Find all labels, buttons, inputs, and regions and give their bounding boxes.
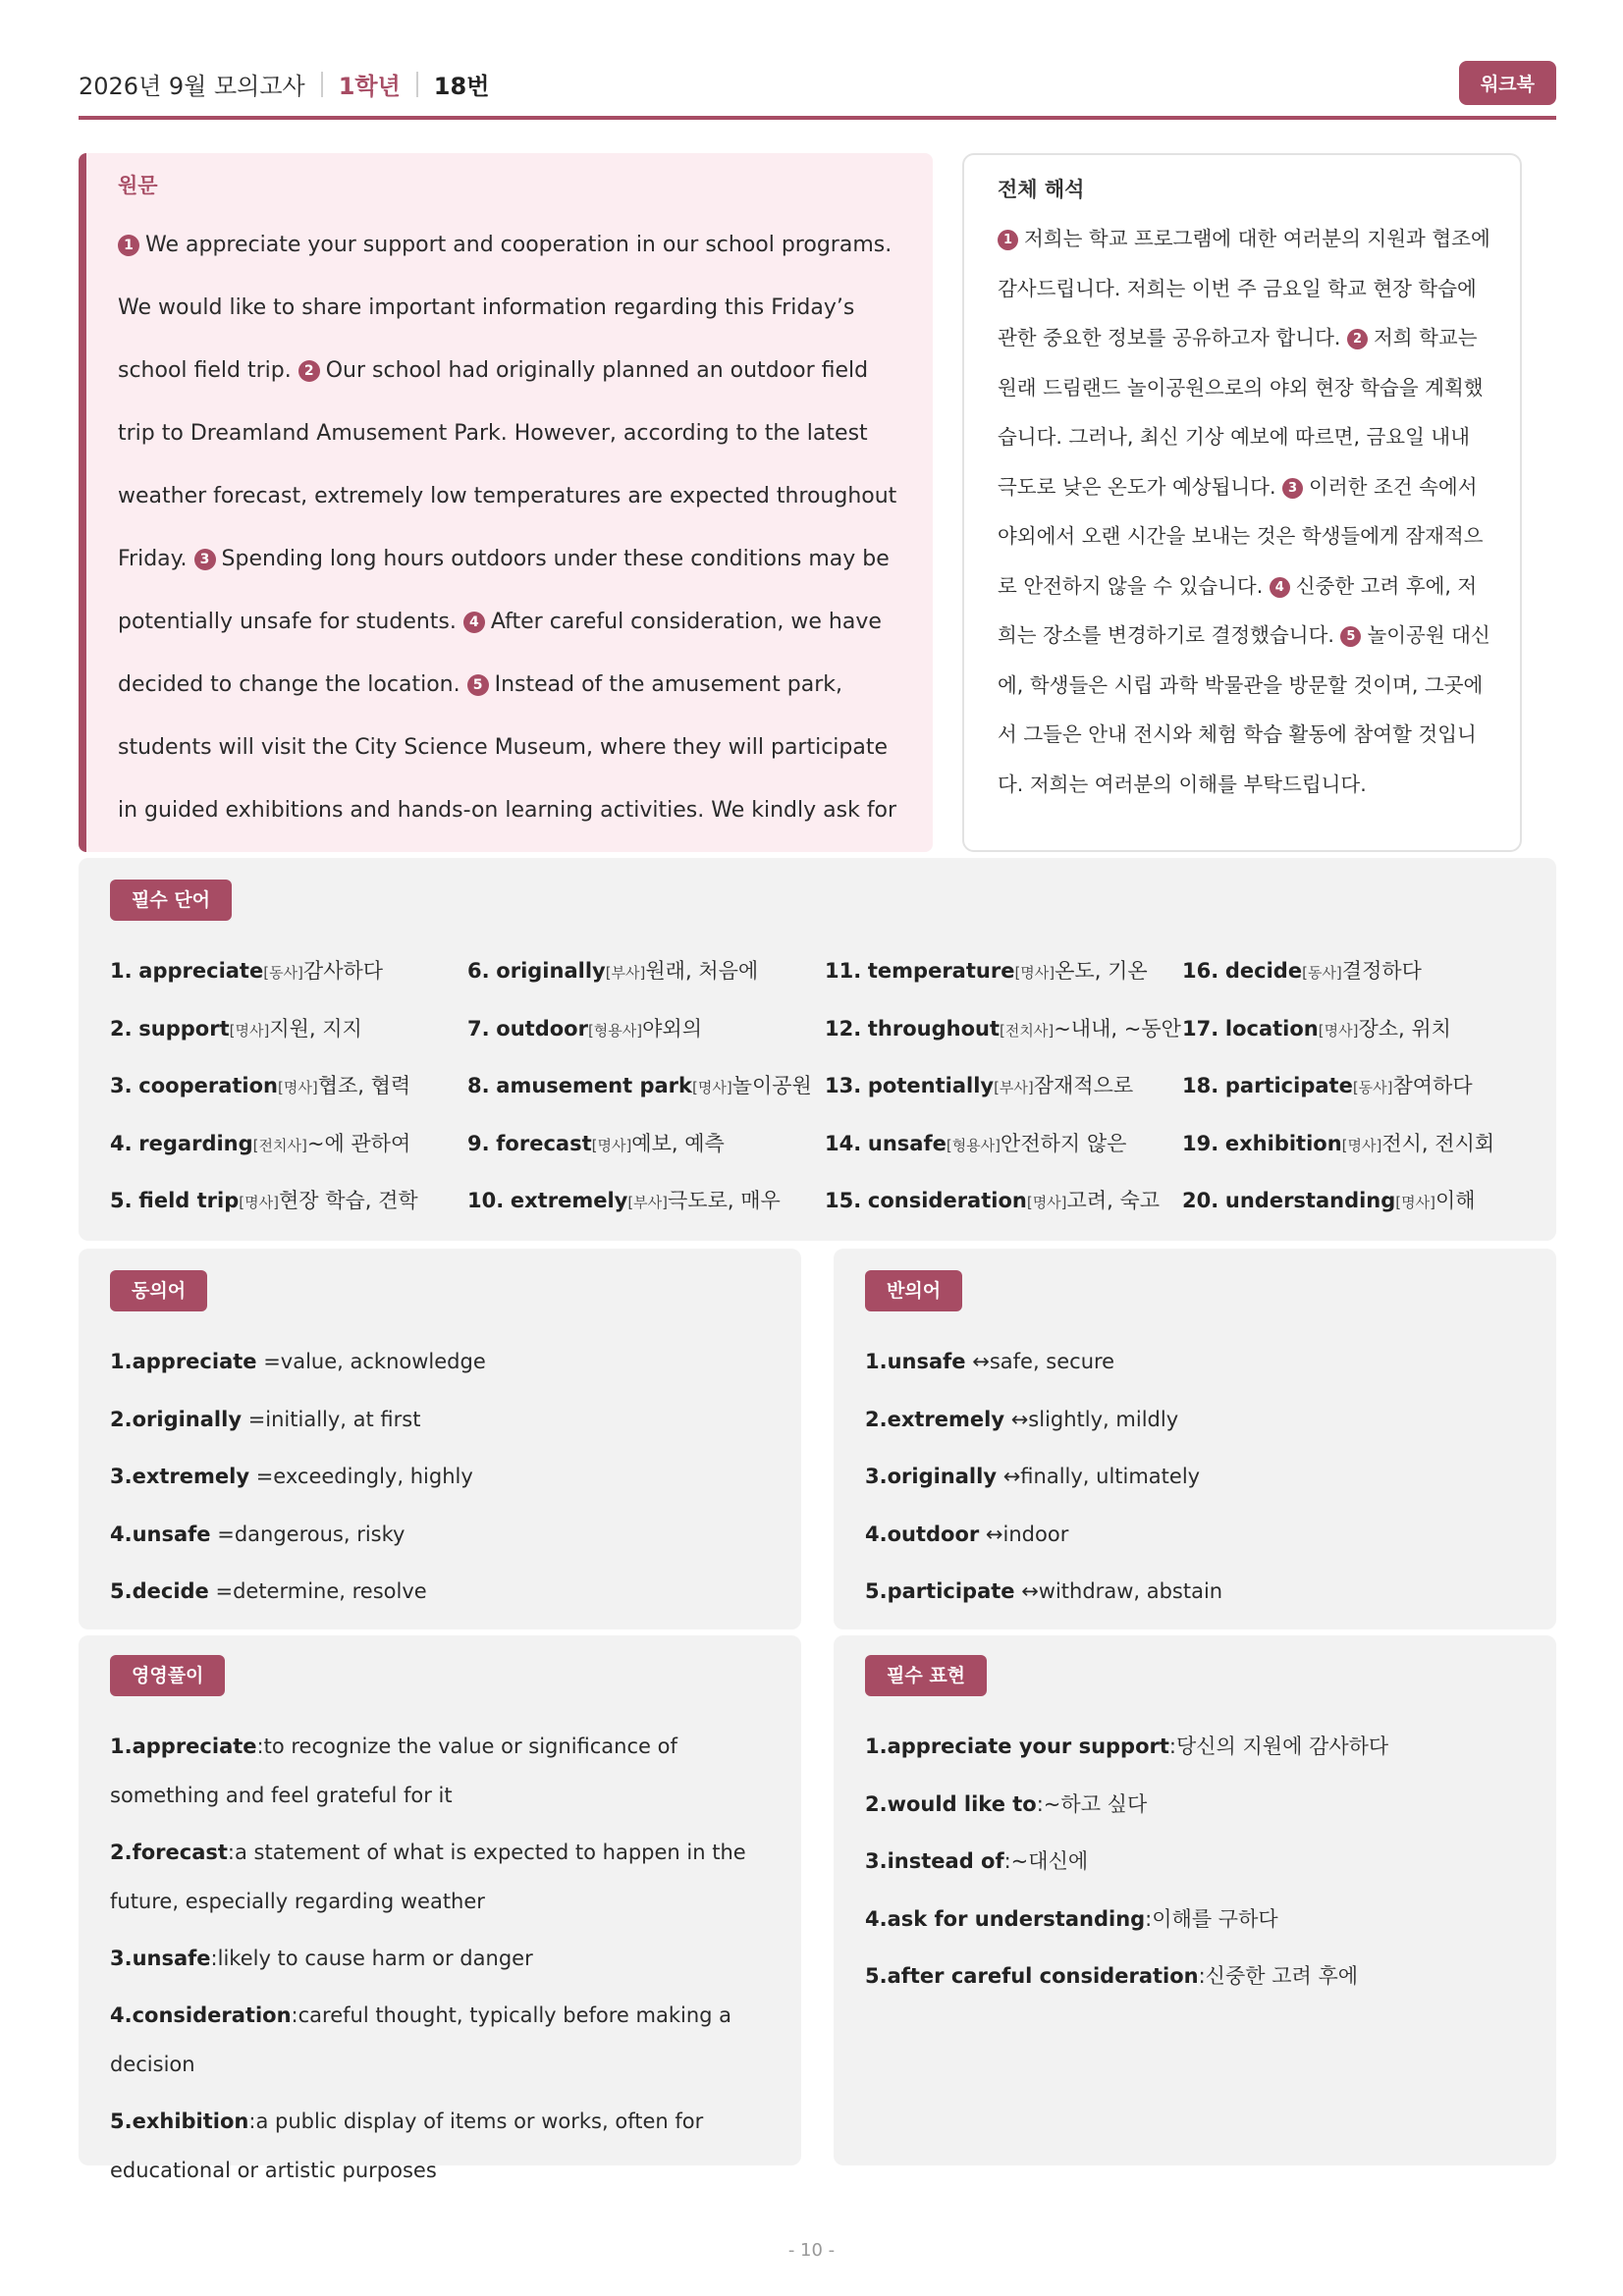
- vocab-pos: [동사]: [1302, 964, 1342, 982]
- sentence-marker-1: 1: [998, 230, 1018, 250]
- vocab-meaning: 결정하다: [1341, 959, 1422, 983]
- definition: =exceedingly, highly: [249, 1465, 473, 1488]
- vocab-title-badge: 필수 단어: [110, 880, 232, 921]
- list-item: [110, 1576, 778, 1634]
- vocab-item: [1182, 1186, 1540, 1244]
- vocab-word: exhibition: [1224, 1131, 1342, 1155]
- vocab-number: 3.: [110, 1074, 133, 1097]
- english-definitions-title-badge: 영영풀이: [110, 1655, 225, 1696]
- list-item: [865, 1846, 1533, 1904]
- vocab-word: outdoor: [496, 1016, 588, 1041]
- vocab-word: consideration: [867, 1189, 1027, 1212]
- sentence-marker-2: 2: [298, 360, 320, 382]
- vocab-pos: [명사]: [229, 1021, 270, 1040]
- original-sentence-4: After careful consideration, we have decided to change the location.: [118, 610, 882, 697]
- workbook-badge[interactable]: 워크북: [1459, 61, 1556, 105]
- definition: ↔slightly, mildly: [1004, 1407, 1179, 1431]
- vocab-pos: [명사]: [691, 1079, 732, 1096]
- vocab-item: [825, 1014, 1182, 1072]
- sentence-marker-4: 4: [1270, 577, 1290, 598]
- vocab-item: [467, 956, 825, 1014]
- list-item: [865, 1576, 1533, 1634]
- definition: =value, acknowledge: [256, 1350, 486, 1373]
- list-item: [865, 1732, 1533, 1789]
- original-sentence-1: We appreciate your support and cooperation in our school programs. We would like to share important information regarding this Friday’s school field trip.: [118, 233, 893, 383]
- list-item: [865, 1405, 1533, 1463]
- vocab-word: unsafe: [867, 1131, 947, 1155]
- translation-sentence-4: 신중한 고려 후에, 저희는 장소를 변경하기로 결정했습니다.: [998, 573, 1478, 647]
- list-item: [865, 1961, 1533, 2019]
- vocab-pos: [부사]: [605, 964, 646, 982]
- vocab-word: cooperation: [138, 1074, 279, 1097]
- definition: :a public display of items or works, often for educational or artistic purposes: [110, 2109, 704, 2182]
- list-item: [865, 1347, 1533, 1405]
- sentence-marker-2: 2: [1347, 329, 1368, 349]
- english-definitions-panel: [79, 1635, 801, 2182]
- term: 2.forecast: [110, 1841, 228, 1864]
- term: 3.originally: [865, 1465, 998, 1488]
- vocab-pos: [명사]: [1026, 1194, 1067, 1211]
- vocab-meaning: 놀이공원: [731, 1074, 812, 1097]
- vocab-number: 13.: [825, 1074, 862, 1097]
- definition: :신중한 고려 후에: [1198, 1964, 1359, 1988]
- term: 5.exhibition: [110, 2109, 249, 2133]
- vocab-item: [1182, 1129, 1540, 1187]
- grade-label: 1학년: [338, 73, 401, 100]
- vocab-pos: [명사]: [1014, 964, 1055, 982]
- vocab-number: 19.: [1182, 1131, 1219, 1155]
- vocab-pos: [형용사]: [946, 1136, 1001, 1154]
- vocab-meaning: 전시, 전시회: [1381, 1131, 1495, 1155]
- vocab-meaning: 지원, 지지: [269, 1016, 362, 1041]
- vocab-word: potentially: [867, 1074, 995, 1097]
- vocab-pos: [명사]: [1341, 1136, 1382, 1154]
- definition: :careful thought, typically before making a decision: [110, 2003, 732, 2076]
- exam-info: [79, 67, 489, 101]
- definition: =initially, at first: [242, 1407, 421, 1431]
- vocab-item: [1182, 1071, 1540, 1129]
- vocab-number: 15.: [825, 1189, 862, 1212]
- translation-sentence-2: 저희 학교는 원래 드림랜드 놀이공원으로의 야외 현장 학습을 계획했습니다. 그러나, 최신 기상 예보에 따르면, 금요일 내내 극도로 낮은 온도가 예상됩니다.: [998, 326, 1484, 499]
- vocab-item: [467, 1186, 825, 1244]
- term: 1.appreciate: [110, 1735, 257, 1758]
- vocab-number: 4.: [110, 1131, 133, 1155]
- original-text: [118, 214, 903, 905]
- list-item: [110, 1462, 778, 1520]
- divider: [321, 72, 323, 97]
- term: 2.originally: [110, 1407, 243, 1431]
- vocab-word: extremely: [510, 1189, 628, 1212]
- vocab-number: 16.: [1182, 959, 1219, 983]
- vocab-word: field trip: [138, 1189, 240, 1212]
- original-sentence-2: Our school had originally planned an outdoor field trip to Dreamland Amusement Park. However, according to the latest weather forecast, extremely low temperatures are expected throughout Friday.: [118, 358, 897, 571]
- vocab-word: temperature: [867, 959, 1015, 983]
- vocab-panel: [79, 858, 1556, 1241]
- list-item: [865, 1462, 1533, 1520]
- term: 5.decide: [110, 1579, 209, 1603]
- vocab-word: throughout: [867, 1016, 1001, 1041]
- translation-sentence-3: 이러한 조건 속에서 야외에서 오랜 시간을 보내는 것은 학생들에게 잠재적으로 안전하지 않을 수 있습니다.: [998, 474, 1484, 598]
- page-header: [79, 61, 1556, 120]
- vocab-pos: [명사]: [1395, 1194, 1435, 1211]
- list-item: [110, 1934, 778, 1983]
- vocab-meaning: 협조, 협력: [317, 1074, 411, 1097]
- definition: ↔safe, secure: [965, 1350, 1115, 1373]
- vocab-pos: [동사]: [1352, 1079, 1393, 1096]
- translation-box: [962, 153, 1522, 852]
- vocab-number: 20.: [1182, 1189, 1219, 1212]
- vocab-number: 10.: [467, 1189, 505, 1212]
- definition: ↔finally, ultimately: [997, 1465, 1201, 1488]
- vocab-item: [825, 1071, 1182, 1129]
- list-item: [110, 1347, 778, 1405]
- vocab-number: 2.: [110, 1016, 133, 1041]
- exam-name: 2026년 9월 모의고사: [79, 73, 305, 100]
- vocab-pos: [전치사]: [252, 1136, 307, 1154]
- vocab-item: [1182, 1014, 1540, 1072]
- antonyms-title-badge: 반의어: [865, 1270, 962, 1311]
- term: 3.unsafe: [110, 1947, 211, 1970]
- vocab-item: [110, 1014, 467, 1072]
- vocab-pos: [명사]: [278, 1079, 318, 1096]
- definition: =dangerous, risky: [210, 1522, 406, 1546]
- vocab-pos: [동사]: [263, 964, 303, 982]
- vocab-item: [467, 1071, 825, 1129]
- definition: =determine, resolve: [208, 1579, 427, 1603]
- translation-title: 전체 해석: [998, 178, 1085, 201]
- vocab-item: [825, 1186, 1182, 1244]
- vocab-number: 5.: [110, 1189, 133, 1212]
- vocab-pos: [명사]: [1318, 1021, 1359, 1040]
- vocab-word: forecast: [496, 1131, 592, 1155]
- page-number: - 10 -: [787, 2240, 836, 2261]
- definition: :a statement of what is expected to happen in the future, especially regarding weather: [110, 1841, 746, 1913]
- vocab-meaning: 현장 학습, 견학: [278, 1189, 418, 1212]
- question-number: 18번: [433, 73, 490, 100]
- vocab-item: [467, 1129, 825, 1187]
- definition: :likely to cause harm or danger: [210, 1947, 533, 1970]
- original-sentence-3: Spending long hours outdoors under these conditions may be potentially unsafe for students.: [118, 547, 890, 634]
- list-item: [865, 1904, 1533, 1962]
- sentence-marker-3: 3: [1282, 478, 1303, 499]
- vocab-item: [467, 1014, 825, 1072]
- vocab-number: 17.: [1182, 1016, 1219, 1041]
- english-definitions-list: [110, 1722, 778, 2195]
- vocab-item: [825, 1129, 1182, 1187]
- term: 1.appreciate: [110, 1350, 257, 1373]
- term: 4.consideration: [110, 2003, 292, 2027]
- vocab-meaning: 잠재적으로: [1033, 1074, 1134, 1097]
- term: 2.would like to: [865, 1791, 1037, 1816]
- synonyms-panel: [79, 1249, 801, 1629]
- list-item: [110, 1828, 778, 1926]
- definition: ↔withdraw, abstain: [1014, 1579, 1223, 1603]
- term: 2.extremely: [865, 1407, 1005, 1431]
- vocab-word: amusement park: [496, 1074, 692, 1097]
- vocab-number: 11.: [825, 959, 862, 983]
- list-item: [110, 1520, 778, 1577]
- vocab-number: 18.: [1182, 1074, 1219, 1097]
- divider: [416, 72, 418, 97]
- translation-sentence-5: 놀이공원 대신에, 학생들은 시립 과학 박물관을 방문할 것이며, 그곳에서 그들은 안내 전시와 체험 학습 활동에 참여할 것입니다. 저희는 여러분의 이해를 부탁드립니다.: [998, 623, 1490, 796]
- synonyms-list: [110, 1347, 778, 1634]
- vocab-item: [110, 1186, 467, 1244]
- vocab-word: originally: [496, 959, 606, 983]
- antonyms-list: [865, 1347, 1533, 1634]
- vocab-item: [110, 956, 467, 1014]
- vocab-word: appreciate: [138, 959, 264, 983]
- antonyms-panel: [834, 1249, 1556, 1629]
- list-item: [865, 1789, 1533, 1847]
- definition: :to recognize the value or significance of something and feel grateful for it: [110, 1735, 677, 1807]
- term: 1.appreciate your support: [865, 1735, 1169, 1758]
- vocab-pos: [명사]: [239, 1194, 279, 1211]
- vocab-word: understanding: [1224, 1189, 1396, 1212]
- vocab-meaning: 야외의: [642, 1016, 702, 1041]
- vocab-pos: [형용사]: [587, 1021, 643, 1040]
- vocab-number: 1.: [110, 959, 133, 983]
- sentence-marker-5: 5: [1340, 626, 1361, 647]
- vocab-item: [110, 1071, 467, 1129]
- vocab-item: [110, 1129, 467, 1187]
- vocab-meaning: 예보, 예측: [631, 1131, 725, 1155]
- vocab-meaning: 장소, 위치: [1358, 1016, 1451, 1041]
- expressions-list: [865, 1732, 1533, 2019]
- vocab-number: 12.: [825, 1016, 862, 1041]
- vocab-pos: [부사]: [627, 1194, 669, 1211]
- vocab-item: [1182, 956, 1540, 1014]
- vocab-meaning: 고려, 숙고: [1066, 1189, 1161, 1212]
- vocab-word: location: [1224, 1016, 1319, 1041]
- sentence-marker-5: 5: [467, 674, 489, 696]
- term: 3.extremely: [110, 1465, 250, 1488]
- term: 4.unsafe: [110, 1522, 211, 1546]
- vocab-number: 9.: [467, 1131, 490, 1155]
- vocab-meaning: ~에 관하여: [306, 1131, 411, 1155]
- sentence-marker-3: 3: [194, 549, 216, 570]
- synonyms-title-badge: 동의어: [110, 1270, 207, 1311]
- vocab-meaning: 감사하다: [302, 959, 384, 983]
- vocab-word: participate: [1224, 1074, 1353, 1097]
- definition: :당신의 지원에 감사하다: [1168, 1735, 1389, 1758]
- definition: :~대신에: [1003, 1849, 1089, 1873]
- vocab-number: 8.: [467, 1074, 490, 1097]
- vocab-pos: [전치사]: [1000, 1021, 1055, 1040]
- sentence-marker-4: 4: [463, 612, 485, 633]
- term: 5.after careful consideration: [865, 1964, 1199, 1988]
- term: 1.unsafe: [865, 1350, 966, 1373]
- vocab-meaning: 참여하다: [1392, 1074, 1473, 1097]
- list-item: [110, 1405, 778, 1463]
- vocab-number: 14.: [825, 1131, 862, 1155]
- vocab-pos: [부사]: [994, 1079, 1034, 1096]
- translation-sentence-1: 저희는 학교 프로그램에 대한 여러분의 지원과 협조에 감사드립니다. 저희는 이번 주 금요일 학교 현장 학습에 관한 중요한 정보를 공유하고자 합니다.: [998, 227, 1490, 349]
- list-item: [110, 1991, 778, 2089]
- list-item: [865, 1520, 1533, 1577]
- expressions-title-badge: 필수 표현: [865, 1655, 987, 1696]
- vocab-meaning: 안전하지 않은: [1001, 1131, 1127, 1155]
- term: 4.ask for understanding: [865, 1906, 1146, 1931]
- original-sentence-5: Instead of the amusement park, students will visit the City Science Museum, where they will participate in guided exhibitions and hands-on learning activities. We kindly ask for: [118, 672, 897, 823]
- vocab-number: 7.: [467, 1016, 490, 1041]
- definition: ↔indoor: [979, 1522, 1069, 1546]
- vocab-meaning: 극도로, 매우: [668, 1189, 781, 1212]
- sentence-marker-1: 1: [118, 235, 139, 256]
- vocab-meaning: 온도, 기온: [1055, 959, 1148, 983]
- expressions-panel: [834, 1635, 1556, 2165]
- term: 3.instead of: [865, 1849, 1004, 1873]
- vocab-meaning: 이해: [1434, 1189, 1476, 1212]
- vocab-pos: [명사]: [591, 1136, 632, 1154]
- list-item: [110, 2097, 778, 2195]
- list-item: [110, 1722, 778, 1820]
- vocab-item: [825, 956, 1182, 1014]
- original-passage-box: [79, 153, 933, 852]
- vocab-word: regarding: [138, 1131, 253, 1155]
- vocab-list: [110, 956, 1543, 1244]
- translation-text: [998, 214, 1490, 809]
- vocab-word: decide: [1224, 959, 1303, 983]
- vocab-word: support: [138, 1016, 230, 1041]
- definition: :~하고 싶다: [1036, 1791, 1148, 1816]
- vocab-meaning: ~내내, ~동안: [1054, 1016, 1181, 1041]
- vocab-meaning: 원래, 처음에: [645, 959, 759, 983]
- term: 4.outdoor: [865, 1522, 980, 1546]
- original-title: 원문: [118, 174, 158, 197]
- definition: :이해를 구하다: [1145, 1906, 1278, 1931]
- term: 5.participate: [865, 1579, 1015, 1603]
- vocab-number: 6.: [467, 959, 490, 983]
